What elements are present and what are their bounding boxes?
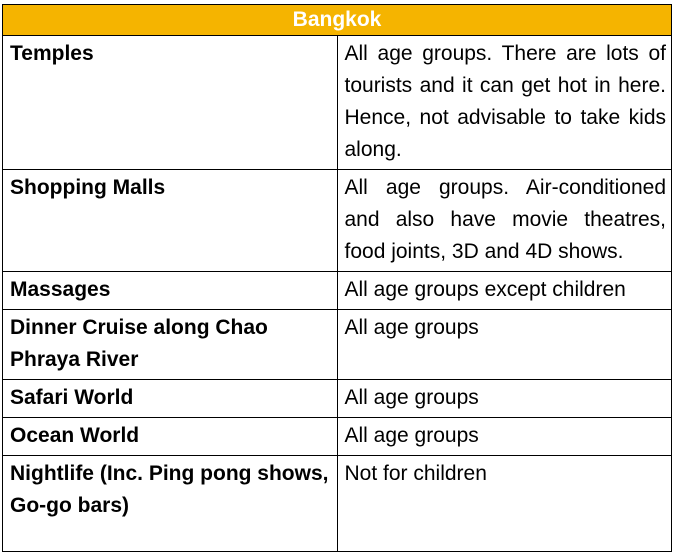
age-group-cell: All age groups bbox=[337, 418, 672, 456]
age-group-cell: All age groups. Air-conditioned and also have movie theatres, food joints, 3D and 4D shows. bbox=[337, 170, 672, 272]
table-row bbox=[3, 272, 672, 310]
age-group-cell: All age groups. There are lots of tourists and it can get hot in here. Hence, not advisable to take kids along. bbox=[337, 36, 672, 170]
table-row bbox=[3, 456, 672, 552]
age-group-cell: Not for children bbox=[337, 456, 672, 552]
table-row bbox=[3, 310, 672, 380]
table-header-row bbox=[3, 5, 672, 36]
bangkok-table-container bbox=[2, 4, 672, 552]
table-row bbox=[3, 170, 672, 272]
bangkok-activities-table bbox=[2, 4, 672, 552]
table-row bbox=[3, 36, 672, 170]
age-group-cell: All age groups bbox=[337, 380, 672, 418]
activity-cell: Shopping Malls bbox=[3, 170, 338, 272]
table-row bbox=[3, 418, 672, 456]
age-group-cell: All age groups except children bbox=[337, 272, 672, 310]
activity-cell: Nightlife (Inc. Ping pong shows, Go-go bars) bbox=[3, 456, 338, 552]
activity-cell: Dinner Cruise along Chao Phraya River bbox=[3, 310, 338, 380]
activity-cell: Massages bbox=[3, 272, 338, 310]
table-row bbox=[3, 380, 672, 418]
activity-cell: Safari World bbox=[3, 380, 338, 418]
table-title: Bangkok bbox=[3, 5, 672, 36]
age-group-cell: All age groups bbox=[337, 310, 672, 380]
activity-cell: Temples bbox=[3, 36, 338, 170]
activity-cell: Ocean World bbox=[3, 418, 338, 456]
